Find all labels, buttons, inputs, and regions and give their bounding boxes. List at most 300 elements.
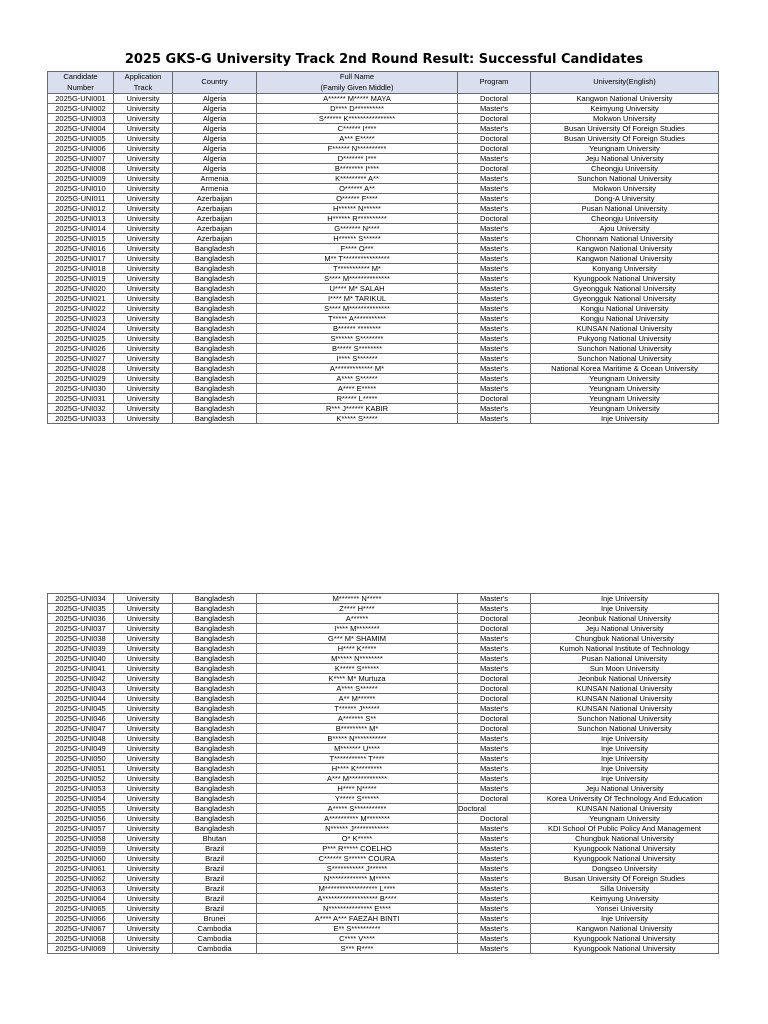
cell-full-name: H****** S****** [257, 234, 458, 244]
cell-full-name: R*** J****** KABIR [257, 404, 458, 414]
cell-country: Brazil [173, 894, 257, 904]
cell-full-name: K**** M* Murtuza [257, 674, 458, 684]
cell-application-track: University [114, 174, 173, 184]
cell-application-track: University [114, 804, 173, 814]
cell-university: Jeju National University [531, 784, 719, 794]
cell-country: Azerbaijan [173, 234, 257, 244]
cell-country: Bangladesh [173, 734, 257, 744]
cell-program: Master's [458, 644, 531, 654]
cell-university: Kyungpook National University [531, 274, 719, 284]
cell-full-name: A******* S** [257, 714, 458, 724]
cell-full-name: A****** [257, 614, 458, 624]
table-row [48, 334, 719, 344]
cell-full-name: C****** S****** COURA [257, 854, 458, 864]
cell-country: Algeria [173, 124, 257, 134]
cell-full-name: H**** K********* [257, 764, 458, 774]
cell-full-name: B****** ******** [257, 324, 458, 334]
cell-candidate-number: 2025G-UNI061 [48, 864, 114, 874]
cell-full-name: N****** J************ [257, 824, 458, 834]
cell-candidate-number: 2025G-UNI025 [48, 334, 114, 344]
table-row [48, 294, 719, 304]
cell-program: Doctoral [458, 694, 531, 704]
cell-application-track: University [114, 374, 173, 384]
cell-application-track: University [114, 694, 173, 704]
table-row [48, 684, 719, 694]
cell-program: Master's [458, 124, 531, 134]
cell-university: Inje University [531, 734, 719, 744]
cell-candidate-number: 2025G-UNI042 [48, 674, 114, 684]
cell-country: Armenia [173, 174, 257, 184]
cell-program: Master's [458, 234, 531, 244]
cell-application-track: University [114, 644, 173, 654]
cell-candidate-number: 2025G-UNI010 [48, 184, 114, 194]
cell-program: Master's [458, 334, 531, 344]
cell-program: Doctoral [458, 724, 531, 734]
cell-candidate-number: 2025G-UNI024 [48, 324, 114, 334]
header-candidate-number: Candidate Number [48, 72, 114, 94]
cell-application-track: University [114, 684, 173, 694]
cell-application-track: University [114, 154, 173, 164]
cell-application-track: University [114, 744, 173, 754]
cell-program: Master's [458, 244, 531, 254]
cell-full-name: C**** V**** [257, 934, 458, 944]
table-row [48, 94, 719, 104]
cell-full-name: M***** N******** [257, 654, 458, 664]
cell-university: Inje University [531, 604, 719, 614]
cell-full-name: F****** N********** [257, 144, 458, 154]
table-row [48, 754, 719, 764]
cell-candidate-number: 2025G-UNI046 [48, 714, 114, 724]
table-row [48, 164, 719, 174]
cell-country: Bangladesh [173, 714, 257, 724]
cell-program: Master's [458, 384, 531, 394]
cell-full-name: T*********** T**** [257, 754, 458, 764]
cell-full-name: M******* U**** [257, 744, 458, 754]
cell-country: Bangladesh [173, 254, 257, 264]
cell-program: Doctoral [458, 614, 531, 624]
cell-full-name: T****** J****** [257, 704, 458, 714]
cell-full-name: A**** E***** [257, 384, 458, 394]
cell-candidate-number: 2025G-UNI065 [48, 904, 114, 914]
cell-candidate-number: 2025G-UNI012 [48, 204, 114, 214]
cell-program: Doctoral [458, 94, 531, 104]
cell-full-name: O****** F**** [257, 194, 458, 204]
cell-university: Jeonbuk National University [531, 674, 719, 684]
cell-program: Master's [458, 374, 531, 384]
cell-application-track: University [114, 334, 173, 344]
cell-program: Master's [458, 744, 531, 754]
cell-candidate-number: 2025G-UNI029 [48, 374, 114, 384]
cell-candidate-number: 2025G-UNI011 [48, 194, 114, 204]
table-row [48, 414, 719, 424]
document-title: 2025 GKS-G University Track 2nd Round Result: Successful Candidates [124, 52, 644, 67]
cell-full-name: F**** O*** [257, 244, 458, 254]
cell-university: Korea University Of Technology And Education [531, 794, 719, 804]
cell-application-track: University [114, 774, 173, 784]
cell-university: Yeungnam University [531, 384, 719, 394]
cell-full-name: T***** A*********** [257, 314, 458, 324]
cell-full-name: A***** S*********** [257, 804, 458, 814]
table-row [48, 674, 719, 684]
cell-full-name: A**** S****** [257, 374, 458, 384]
table-row [48, 254, 719, 264]
cell-university: Keimyung University [531, 104, 719, 114]
table-row [48, 744, 719, 754]
cell-country: Bangladesh [173, 364, 257, 374]
header-university: University(English) [531, 72, 719, 94]
cell-application-track: University [114, 864, 173, 874]
cell-full-name: O****** A** [257, 184, 458, 194]
results-table-page-1 [47, 71, 719, 424]
cell-candidate-number: 2025G-UNI002 [48, 104, 114, 114]
table-row [48, 874, 719, 884]
cell-full-name: K***** S****** [257, 664, 458, 674]
cell-university: Chonnam National University [531, 234, 719, 244]
cell-full-name: S****** K**************** [257, 114, 458, 124]
cell-application-track: University [114, 904, 173, 914]
cell-candidate-number: 2025G-UNI064 [48, 894, 114, 904]
header-full-name: Full Name (Family Given Middle) [257, 72, 458, 94]
cell-candidate-number: 2025G-UNI053 [48, 784, 114, 794]
table-row [48, 644, 719, 654]
cell-program: Master's [458, 704, 531, 714]
cell-application-track: University [114, 264, 173, 274]
cell-candidate-number: 2025G-UNI049 [48, 744, 114, 754]
cell-application-track: University [114, 284, 173, 294]
cell-program: Master's [458, 874, 531, 884]
table-row [48, 844, 719, 854]
cell-university: Busan University Of Foreign Studies [531, 134, 719, 144]
cell-country: Bangladesh [173, 304, 257, 314]
cell-application-track: University [114, 814, 173, 824]
cell-candidate-number: 2025G-UNI043 [48, 684, 114, 694]
cell-application-track: University [114, 314, 173, 324]
cell-country: Algeria [173, 104, 257, 114]
cell-program: Master's [458, 184, 531, 194]
cell-country: Bangladesh [173, 614, 257, 624]
cell-application-track: University [114, 354, 173, 364]
cell-full-name: A*** M************* [257, 774, 458, 784]
cell-country: Algeria [173, 114, 257, 124]
cell-application-track: University [114, 134, 173, 144]
cell-full-name: A******************* B**** [257, 894, 458, 904]
cell-full-name: I**** M******** [257, 624, 458, 634]
cell-application-track: University [114, 184, 173, 194]
cell-country: Bangladesh [173, 314, 257, 324]
cell-full-name: A************* M* [257, 364, 458, 374]
cell-application-track: University [114, 624, 173, 634]
cell-country: Azerbaijan [173, 204, 257, 214]
cell-country: Bangladesh [173, 754, 257, 764]
cell-application-track: University [114, 674, 173, 684]
cell-full-name: U**** M* SALAH [257, 284, 458, 294]
cell-candidate-number: 2025G-UNI030 [48, 384, 114, 394]
cell-country: Cambodia [173, 924, 257, 934]
cell-university: Sunchon National University [531, 724, 719, 734]
cell-application-track: University [114, 614, 173, 624]
cell-full-name: B********* M* [257, 724, 458, 734]
cell-full-name: A**** A*** FAEZAH BINTI [257, 914, 458, 924]
cell-application-track: University [114, 894, 173, 904]
cell-country: Bangladesh [173, 724, 257, 734]
table-row [48, 184, 719, 194]
table-row [48, 914, 719, 924]
cell-full-name: O* K***** [257, 834, 458, 844]
table-row [48, 304, 719, 314]
cell-program: Doctoral [458, 394, 531, 404]
cell-full-name: S*** R**** [257, 944, 458, 954]
cell-candidate-number: 2025G-UNI063 [48, 884, 114, 894]
table-row [48, 904, 719, 914]
table-row [48, 924, 719, 934]
cell-university: Kangwon National University [531, 924, 719, 934]
cell-university: Inje University [531, 914, 719, 924]
cell-application-track: University [114, 364, 173, 374]
cell-candidate-number: 2025G-UNI060 [48, 854, 114, 864]
cell-university: Chungbuk National University [531, 834, 719, 844]
cell-program: Master's [458, 664, 531, 674]
cell-program: Master's [458, 354, 531, 364]
cell-country: Bangladesh [173, 794, 257, 804]
cell-full-name: Y***** S****** [257, 794, 458, 804]
cell-candidate-number: 2025G-UNI027 [48, 354, 114, 364]
cell-country: Bangladesh [173, 274, 257, 284]
table-row [48, 704, 719, 714]
table-row [48, 614, 719, 624]
cell-candidate-number: 2025G-UNI048 [48, 734, 114, 744]
cell-application-track: University [114, 794, 173, 804]
cell-candidate-number: 2025G-UNI001 [48, 94, 114, 104]
cell-program: Doctoral [458, 214, 531, 224]
cell-candidate-number: 2025G-UNI028 [48, 364, 114, 374]
cell-full-name: I**** M* TARIKUL [257, 294, 458, 304]
cell-full-name: S**** M************** [257, 304, 458, 314]
table-row [48, 124, 719, 134]
cell-country: Bangladesh [173, 384, 257, 394]
table-row [48, 134, 719, 144]
cell-program: Doctoral [458, 814, 531, 824]
table-row [48, 654, 719, 664]
cell-full-name: H**** K***** [257, 644, 458, 654]
cell-application-track: University [114, 734, 173, 744]
cell-program: Master's [458, 224, 531, 234]
cell-candidate-number: 2025G-UNI015 [48, 234, 114, 244]
cell-candidate-number: 2025G-UNI009 [48, 174, 114, 184]
cell-application-track: University [114, 254, 173, 264]
cell-candidate-number: 2025G-UNI003 [48, 114, 114, 124]
table-row [48, 814, 719, 824]
cell-country: Bangladesh [173, 594, 257, 604]
cell-program: Master's [458, 304, 531, 314]
cell-country: Bangladesh [173, 684, 257, 694]
cell-university: Sunchon National University [531, 714, 719, 724]
cell-application-track: University [114, 914, 173, 924]
cell-candidate-number: 2025G-UNI068 [48, 934, 114, 944]
cell-full-name: C****** I**** [257, 124, 458, 134]
cell-full-name: G******* N**** [257, 224, 458, 234]
cell-university: Gyeongguk National University [531, 284, 719, 294]
cell-program: Master's [458, 914, 531, 924]
table-row [48, 234, 719, 244]
cell-country: Bangladesh [173, 784, 257, 794]
cell-candidate-number: 2025G-UNI013 [48, 214, 114, 224]
table-row [48, 734, 719, 744]
cell-university: Kongju National University [531, 314, 719, 324]
cell-program: Master's [458, 154, 531, 164]
cell-country: Bangladesh [173, 294, 257, 304]
cell-candidate-number: 2025G-UNI050 [48, 754, 114, 764]
cell-candidate-number: 2025G-UNI022 [48, 304, 114, 314]
cell-candidate-number: 2025G-UNI017 [48, 254, 114, 264]
cell-application-track: University [114, 714, 173, 724]
cell-application-track: University [114, 304, 173, 314]
table-row [48, 214, 719, 224]
cell-program: Master's [458, 634, 531, 644]
cell-candidate-number: 2025G-UNI014 [48, 224, 114, 234]
table-row [48, 854, 719, 864]
cell-application-track: University [114, 164, 173, 174]
table-row [48, 224, 719, 234]
cell-university: Dongseo University [531, 864, 719, 874]
cell-candidate-number: 2025G-UNI045 [48, 704, 114, 714]
table-row [48, 724, 719, 734]
cell-country: Bangladesh [173, 674, 257, 684]
cell-university: Kyungpook National University [531, 844, 719, 854]
cell-university: Pukyong National University [531, 334, 719, 344]
cell-program: Master's [458, 904, 531, 914]
cell-university: Yonsei University [531, 904, 719, 914]
cell-program: Master's [458, 264, 531, 274]
cell-candidate-number: 2025G-UNI018 [48, 264, 114, 274]
cell-application-track: University [114, 214, 173, 224]
cell-program: Master's [458, 204, 531, 214]
table-row [48, 824, 719, 834]
cell-full-name: N*************** E**** [257, 904, 458, 914]
cell-full-name: S**** M************** [257, 274, 458, 284]
cell-university: Sunchon National University [531, 354, 719, 364]
results-table-page-2 [47, 593, 719, 954]
cell-program: Master's [458, 824, 531, 834]
cell-full-name: A****** M***** MAYA [257, 94, 458, 104]
cell-country: Algeria [173, 144, 257, 154]
cell-program: Doctoral [458, 684, 531, 694]
cell-program: Master's [458, 784, 531, 794]
cell-university: KUNSAN National University [531, 694, 719, 704]
cell-program: Master's [458, 894, 531, 904]
cell-candidate-number: 2025G-UNI034 [48, 594, 114, 604]
cell-full-name: K********* A** [257, 174, 458, 184]
cell-candidate-number: 2025G-UNI047 [48, 724, 114, 734]
cell-application-track: University [114, 754, 173, 764]
table-row [48, 104, 719, 114]
cell-program: Master's [458, 174, 531, 184]
cell-full-name: H****** N****** [257, 204, 458, 214]
cell-application-track: University [114, 664, 173, 674]
cell-application-track: University [114, 844, 173, 854]
table-row [48, 404, 719, 414]
cell-university: Inje University [531, 754, 719, 764]
table-row [48, 774, 719, 784]
cell-full-name: P*** R***** COELHO [257, 844, 458, 854]
cell-candidate-number: 2025G-UNI036 [48, 614, 114, 624]
header-program: Program [458, 72, 531, 94]
table-row [48, 204, 719, 214]
cell-university: Kyungpook National University [531, 854, 719, 864]
cell-country: Brunei [173, 914, 257, 924]
cell-program: Master's [458, 604, 531, 614]
cell-university: Kyungpook National University [531, 944, 719, 954]
cell-application-track: University [114, 704, 173, 714]
cell-program: Master's [458, 404, 531, 414]
cell-candidate-number: 2025G-UNI023 [48, 314, 114, 324]
cell-full-name: D**** D********** [257, 104, 458, 114]
cell-program: Doctoral [458, 144, 531, 154]
cell-full-name: A********** M******** [257, 814, 458, 824]
cell-university: Dong-A University [531, 194, 719, 204]
cell-country: Algeria [173, 134, 257, 144]
table-row [48, 314, 719, 324]
cell-university: KUNSAN National University [531, 804, 719, 814]
cell-application-track: University [114, 934, 173, 944]
table-row [48, 664, 719, 674]
cell-country: Bangladesh [173, 264, 257, 274]
cell-country: Bangladesh [173, 804, 257, 814]
cell-university: KUNSAN National University [531, 324, 719, 334]
cell-full-name: A** M****** [257, 694, 458, 704]
cell-country: Bangladesh [173, 374, 257, 384]
cell-application-track: University [114, 824, 173, 834]
cell-application-track: University [114, 854, 173, 864]
table-row [48, 804, 719, 814]
cell-application-track: University [114, 194, 173, 204]
cell-program: Master's [458, 844, 531, 854]
table-row [48, 784, 719, 794]
cell-university: Kangwon National University [531, 244, 719, 254]
cell-candidate-number: 2025G-UNI038 [48, 634, 114, 644]
table-row [48, 894, 719, 904]
cell-university: Busan University Of Foreign Studies [531, 124, 719, 134]
cell-program: Master's [458, 754, 531, 764]
cell-application-track: University [114, 344, 173, 354]
cell-country: Bangladesh [173, 394, 257, 404]
cell-full-name: H****** R********** [257, 214, 458, 224]
cell-country: Bangladesh [173, 334, 257, 344]
cell-program: Master's [458, 764, 531, 774]
cell-candidate-number: 2025G-UNI059 [48, 844, 114, 854]
cell-university: Inje University [531, 764, 719, 774]
cell-university: KUNSAN National University [531, 704, 719, 714]
table-row [48, 834, 719, 844]
table-row [48, 594, 719, 604]
cell-program: Master's [458, 254, 531, 264]
cell-application-track: University [114, 884, 173, 894]
cell-candidate-number: 2025G-UNI062 [48, 874, 114, 884]
cell-full-name: G*** M* SHAMIM [257, 634, 458, 644]
cell-country: Brazil [173, 854, 257, 864]
cell-candidate-number: 2025G-UNI056 [48, 814, 114, 824]
table-row [48, 364, 719, 374]
cell-university: National Korea Maritime & Ocean University [531, 364, 719, 374]
cell-candidate-number: 2025G-UNI052 [48, 774, 114, 784]
cell-country: Algeria [173, 94, 257, 104]
cell-university: Mokwon University [531, 114, 719, 124]
cell-program: Doctoral [458, 114, 531, 124]
cell-country: Bangladesh [173, 324, 257, 334]
cell-country: Brazil [173, 874, 257, 884]
cell-program: Master's [458, 854, 531, 864]
cell-program: Doctoral [458, 624, 531, 634]
cell-university: Busan University Of Foreign Studies [531, 874, 719, 884]
